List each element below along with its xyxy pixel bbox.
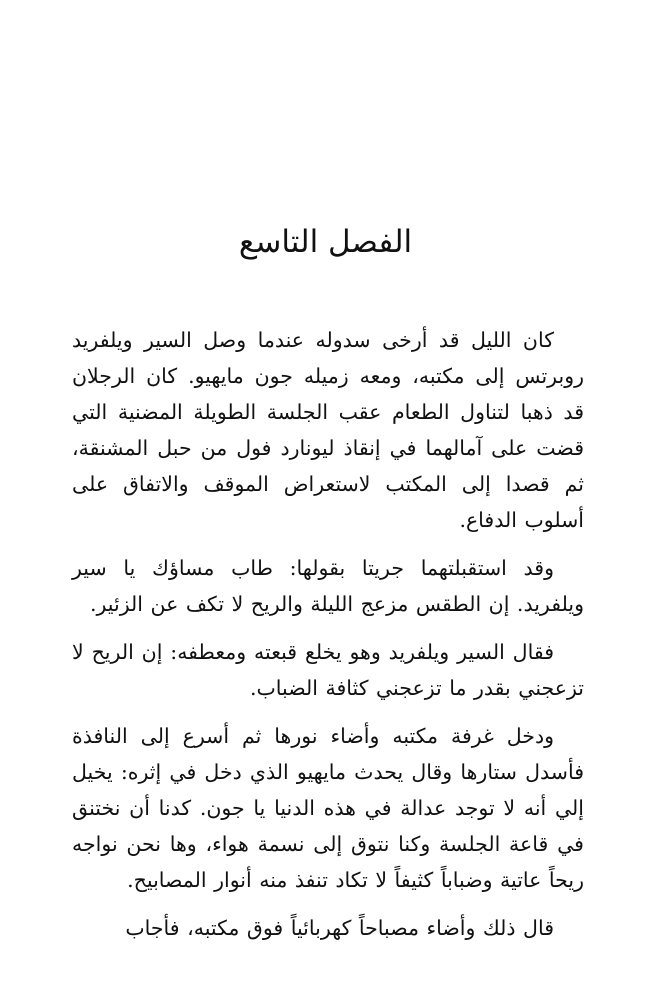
paragraph-4: ودخل غرفة مكتبه وأضاء نورها ثم أسرع إلى النافذة فأسدل ستارها وقال يحدث مايهيو الذي دخل في إثره: يخيل إلي أنه لا توجد عدالة في هذه الدنيا يا جون. كدنا أن نختنق في قاعة الجلسة وكنا نتوق إلى نسمة هواء، وها نحن نواجه ريحاً عاتية وضباباً كثيفاً لا تكاد تنفذ منه أنوار المصابيح. — [72, 724, 584, 892]
paragraph-3: فقال السير ويلفريد وهو يخلع قبعته ومعطفه: إن الريح لا تزعجني بقدر ما تزعجني كثافة الضباب. — [72, 640, 584, 700]
paragraph-5: قال ذلك وأضاء مصباحاً كهربائياً فوق مكتبه، فأجاب — [125, 916, 554, 940]
paragraph-1: كان الليل قد أرخى سدوله عندما وصل السير ويلفريد روبرتس إلى مكتبه، ومعه زميله جون مايهيو. كان الرجلان قد ذهبا لتناول الطعام عقب الجلسة الطويلة المضنية التي قضت على آمالهما في إنقاذ ليونارد فول من حبل المشنقة، ثم قصدا إلى المكتب لاستعراض الموقف والاتفاق على أسلوب الدفاع. — [72, 328, 584, 532]
paragraph-2: وقد استقبلتهما جريتا بقولها: طاب مساؤك يا سير ويلفريد. إن الطقس مزعج الليلة والريح لا تكف عن الزئير. — [72, 556, 584, 616]
chapter-body — [72, 322, 584, 958]
chapter-title: الفصل التاسع — [238, 224, 413, 260]
